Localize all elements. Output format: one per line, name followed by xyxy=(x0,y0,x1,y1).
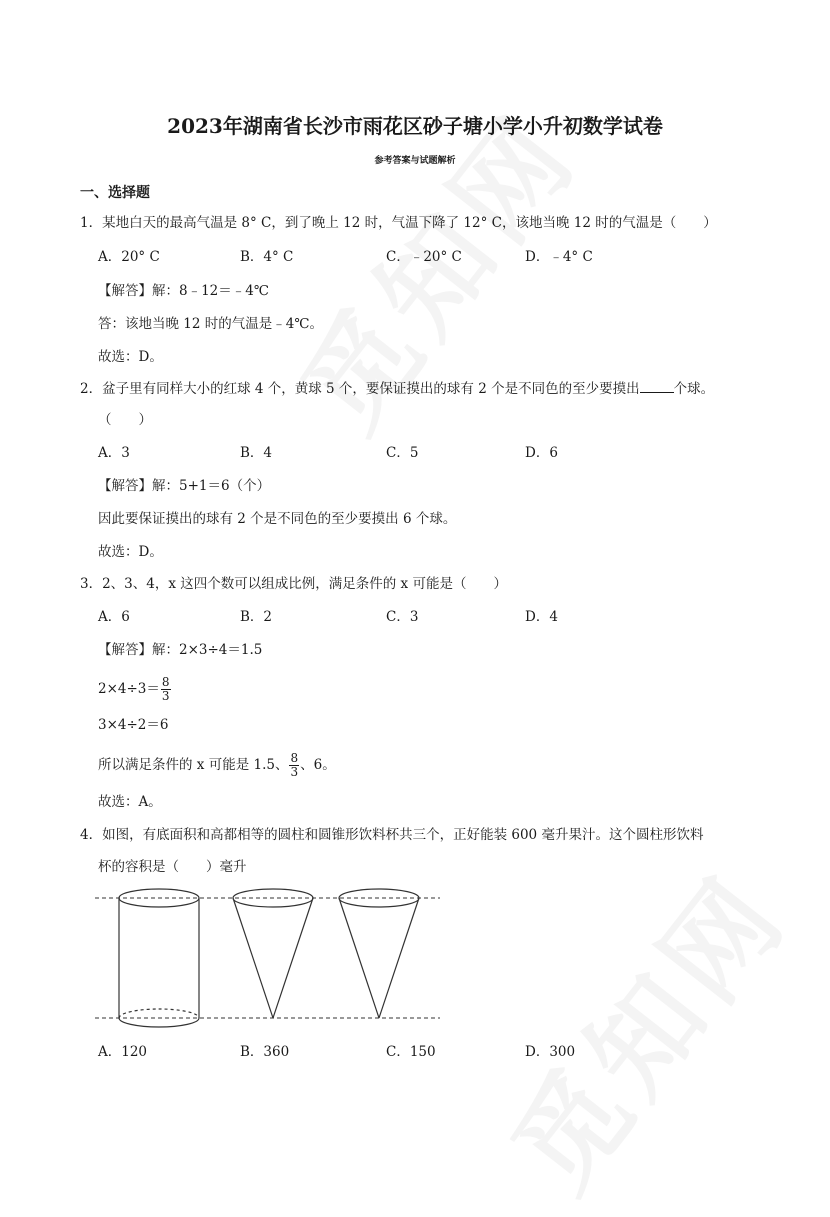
q1-option-d: D．﹣4° C xyxy=(525,249,593,265)
cylinder-shape xyxy=(119,889,199,1027)
cylinder-and-cones-figure xyxy=(95,885,445,1035)
question-1-stem: 1．某地白天的最高气温是 8° C，到了晚上 12 时，气温下降了 12° C，该地当晚 12 时的气温是（ ） xyxy=(80,215,717,231)
q1-option-a: A．20° C xyxy=(98,249,160,265)
q1-option-c: C．﹣20° C xyxy=(386,249,462,265)
q4-option-a: A．120 xyxy=(98,1044,148,1060)
q2-answer-bracket: （ ） xyxy=(98,412,152,428)
cone-shape xyxy=(339,889,419,1018)
question-4-stem: 4．如图，有底面积和高都相等的圆柱和圆锥形饮料杯共三个，正好能装 600 毫升果汁。这个圆柱形饮料 xyxy=(80,827,704,843)
q2-answer: 【解答】解：5+1＝6（个） xyxy=(98,478,271,494)
q2-blank xyxy=(640,378,674,393)
q4-option-d: D．300 xyxy=(525,1044,576,1060)
section-heading: 一、选择题 xyxy=(80,185,150,201)
document-title: 2023年湖南省长沙市雨花区砂子塘小学小升初数学试卷 xyxy=(167,114,663,138)
question-2-stem xyxy=(80,378,714,399)
q3-option-c: C．3 xyxy=(386,609,419,625)
fraction-denominator: 3 xyxy=(161,689,170,703)
q3-conclusion: 故选：A。 xyxy=(98,794,162,810)
q2-stem-tail: 个球。 xyxy=(673,381,715,397)
fraction-denominator: 3 xyxy=(290,765,299,779)
q2-stem-text: 2．盆子里有同样大小的红球 4 个，黄球 5 个，要保证摸出的球有 2 个是不同色的至少要摸出 xyxy=(80,381,640,397)
watermark xyxy=(470,836,816,1217)
fraction-8-3 xyxy=(289,752,299,779)
fraction-numerator: 8 xyxy=(290,751,299,765)
q1-option-b: B．4° C xyxy=(240,249,294,265)
q3-result-tail: 、6。 xyxy=(300,757,336,773)
q2-answer-statement: 因此要保证摸出的球有 2 个是不同色的至少要摸出 6 个球。 xyxy=(98,511,457,527)
q4-option-b: B．360 xyxy=(240,1044,290,1060)
question-3-stem: 3．2、3、4，x 这四个数可以组成比例，满足条件的 x 可能是（ ） xyxy=(80,576,507,592)
q3-answer-line-3: 3×4÷2＝6 xyxy=(98,717,169,733)
q1-answer-statement: 答：该地当晚 12 时的气温是﹣4℃。 xyxy=(98,316,323,332)
q2-option-c: C．5 xyxy=(386,445,419,461)
q3-option-d: D．4 xyxy=(525,609,558,625)
q2-conclusion: 故选：D。 xyxy=(98,544,163,560)
q1-conclusion: 故选：D。 xyxy=(98,349,163,365)
q3-answer: 【解答】解：2×3÷4＝1.5 xyxy=(98,642,263,658)
cone-shape xyxy=(233,889,313,1018)
q3-answer-line-4 xyxy=(98,752,336,779)
document-subtitle: 参考答案与试题解析 xyxy=(374,156,456,166)
q2-option-b: B．4 xyxy=(240,445,273,461)
fraction-numerator: 8 xyxy=(161,675,170,689)
q2-option-a: A．3 xyxy=(98,445,130,461)
fraction-8-3 xyxy=(161,676,171,703)
q3-answer-line-2 xyxy=(98,676,172,703)
q4-option-c: C．150 xyxy=(386,1044,436,1060)
q3-expression: 2×4÷3＝ xyxy=(98,681,160,697)
q3-result-text: 所以满足条件的 x 可能是 1.5、 xyxy=(98,757,289,773)
q3-option-a: A．6 xyxy=(98,609,130,625)
q1-answer: 【解答】解：8﹣12＝﹣4℃ xyxy=(98,283,269,299)
question-4-stem-line-2: 杯的容积是（ ）毫升 xyxy=(98,859,247,875)
q2-option-d: D．6 xyxy=(525,445,558,461)
q3-option-b: B．2 xyxy=(240,609,273,625)
